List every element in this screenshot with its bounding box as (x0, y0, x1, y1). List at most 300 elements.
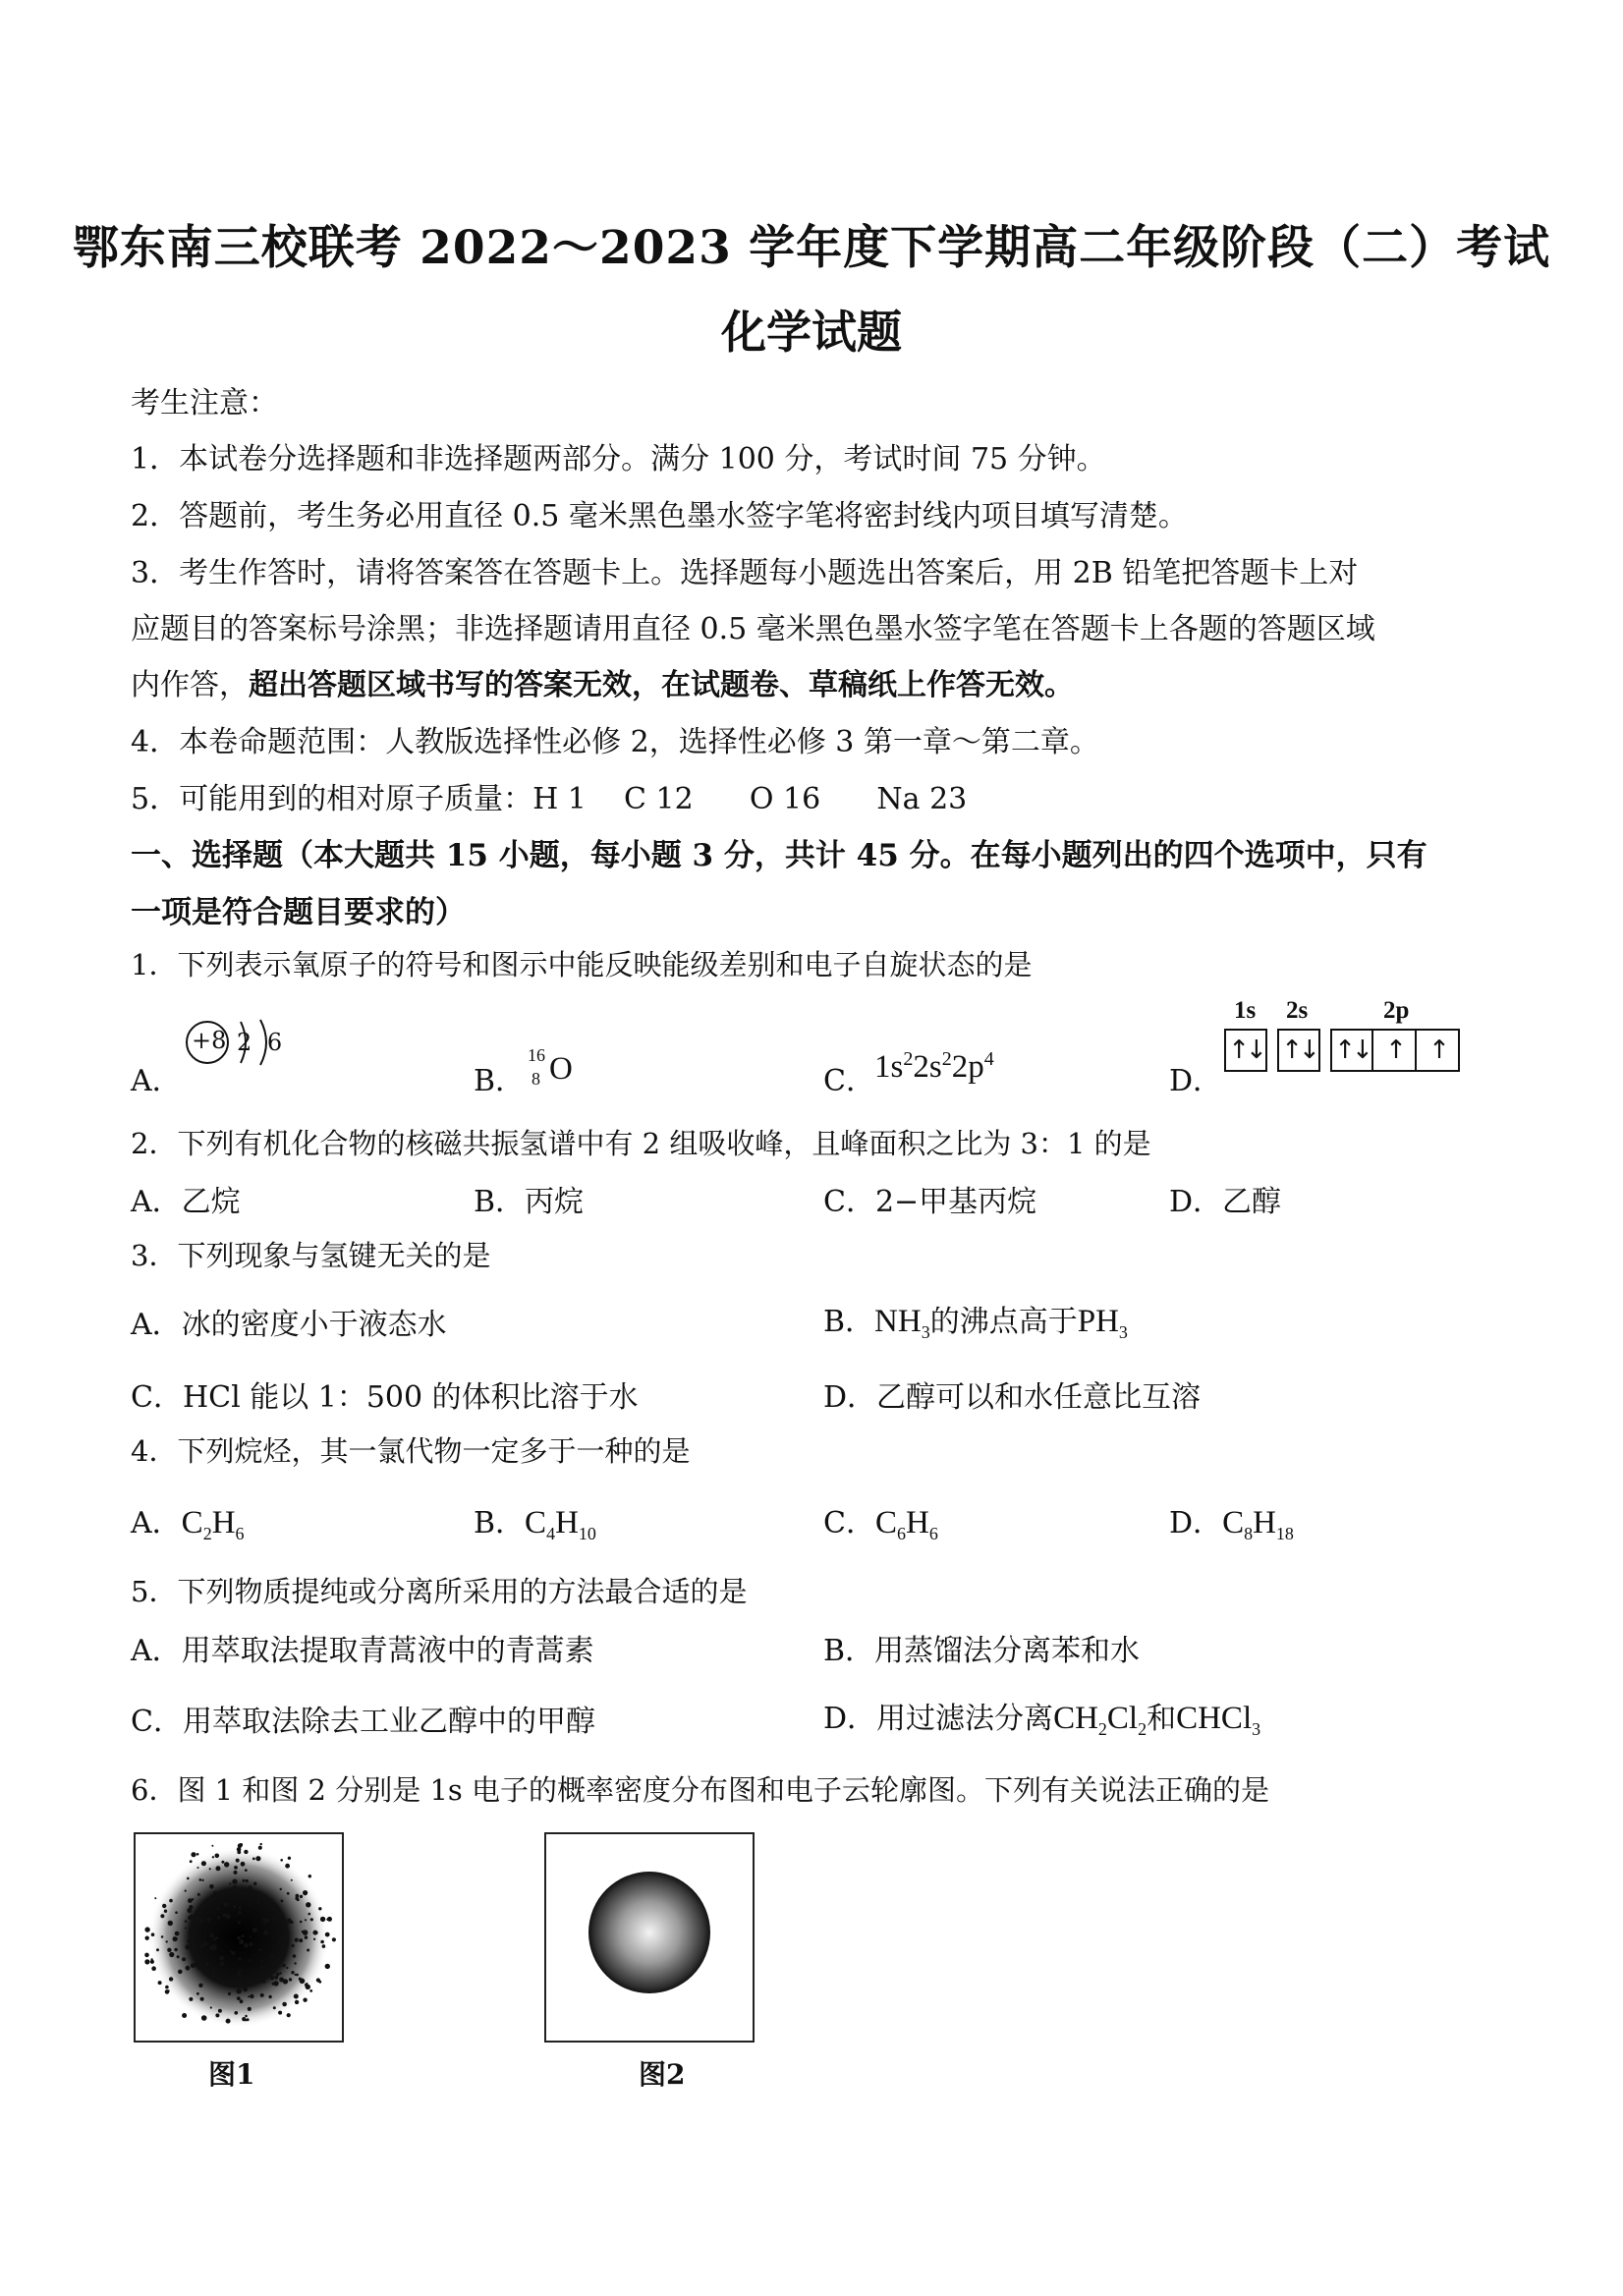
density-dot (173, 1936, 177, 1940)
density-dot (252, 1928, 257, 1932)
density-dot (191, 1914, 194, 1917)
density-dot (310, 1918, 313, 1921)
electron-configuration (874, 1049, 994, 1086)
notice-item-3-line-1: 3．考生作答时，请将答案答在答题卡上。选择题每小题选出答案后，用 2B 铅笔把答题卡上对 (131, 556, 1359, 590)
density-dot (235, 2012, 238, 2015)
density-dot (245, 1869, 248, 1872)
q4-d-h: H (1253, 1505, 1276, 1540)
density-dot (238, 1958, 241, 1961)
density-dot (212, 1856, 214, 1858)
density-dot (279, 1978, 284, 1983)
config-2p-electrons: 4 (983, 1048, 994, 1070)
density-dot (278, 1930, 280, 1932)
density-dot (151, 1932, 155, 1936)
density-dot (211, 1944, 217, 1950)
q3-b-text: 的沸点高于 (929, 1305, 1078, 1339)
density-dot (210, 2006, 212, 2008)
question-3-option-c: C．HCl 能以 1：500 的体积比溶于水 (131, 1380, 639, 1415)
density-dot (161, 1935, 164, 1938)
config-1s: 1s (874, 1049, 904, 1085)
density-dot (279, 1972, 281, 1974)
density-dot (288, 1857, 291, 1860)
density-dot (270, 1976, 274, 1980)
density-dot (268, 1995, 271, 1998)
question-6-stem: 6．图 1 和图 2 分别是 1s 电子的概率密度分布图和电子云轮廓图。下列有关说法正确的是 (131, 1773, 1269, 1807)
density-dot (276, 1973, 280, 1977)
density-dot (196, 1853, 199, 1856)
density-dot (164, 1910, 167, 1913)
atom-shell-electrons: 2 6 (237, 1029, 287, 1056)
q4-d-label: D． (1169, 1506, 1223, 1540)
density-dot (265, 1919, 270, 1924)
density-dot (272, 1969, 276, 1973)
density-dot (242, 2017, 246, 2021)
density-dot (282, 1964, 286, 1968)
density-dot (303, 1890, 308, 1895)
density-dot (295, 1938, 299, 1942)
density-dot (224, 1902, 229, 1907)
density-dot (239, 1906, 242, 1909)
atom-nucleus-label: +8 (192, 1027, 227, 1054)
density-dot (217, 1907, 220, 1910)
density-dot (237, 1973, 241, 1977)
density-dot (286, 1967, 288, 1969)
density-dot (287, 2013, 291, 2017)
density-dot (211, 1845, 213, 1847)
density-dot (293, 1954, 297, 1958)
density-dot (144, 1953, 149, 1958)
config-1s-electrons: 2 (903, 1048, 914, 1070)
density-dot (144, 1959, 149, 1964)
density-dot (275, 1959, 277, 1961)
q4-b-label: B． (474, 1506, 526, 1540)
q5-d-chcl: CHCl (1176, 1701, 1253, 1736)
question-2-option-b: B．丙烷 (474, 1185, 585, 1219)
isotope-mass-number: 16 (528, 1045, 545, 1065)
density-dot (238, 1911, 241, 1914)
density-dot (237, 1936, 241, 1940)
q4-c-h-sub: 6 (928, 1524, 938, 1543)
density-dot (281, 1900, 284, 1903)
density-dot (300, 1921, 303, 1924)
density-dot (245, 2015, 248, 2018)
q4-c-label: C． (823, 1506, 875, 1540)
density-dot (224, 1862, 229, 1867)
density-dot (300, 1895, 303, 1898)
density-dot (285, 1864, 290, 1869)
density-dot (234, 1866, 238, 1870)
formula-nh: NH (874, 1304, 922, 1339)
density-dot (230, 1950, 232, 1952)
density-dot (247, 2018, 250, 2021)
q4-c-c-sub: 6 (896, 1524, 906, 1543)
density-dot (210, 1933, 214, 1937)
q4-a-c-sub: 2 (202, 1524, 212, 1543)
density-dot (244, 1850, 248, 1854)
density-dot (305, 1919, 307, 1921)
question-1-option-b: B． (474, 1064, 526, 1098)
density-dot (325, 1932, 330, 1937)
question-4-option-d (1169, 1498, 1294, 1541)
q5-d-cl-sub: 2 (1138, 1719, 1147, 1739)
density-dot (162, 1904, 166, 1908)
question-3-option-b (823, 1297, 1128, 1340)
density-dot (309, 1989, 312, 1992)
question-4-option-a (131, 1498, 245, 1541)
section-heading-line-1: 一、选择题（本大题共 15 小题，每小题 3 分，共计 45 分。在每小题列出的四个选项中，只有 (131, 838, 1427, 873)
notice-item-3-text: 内作答， (131, 668, 249, 702)
density-dot (270, 1955, 274, 1959)
density-dot (205, 1962, 209, 1966)
density-dot (169, 1952, 174, 1957)
q4-a-h-sub: 6 (235, 1524, 245, 1543)
density-dot (326, 1918, 329, 1921)
density-dot (156, 1948, 159, 1951)
density-dot (260, 1993, 264, 1997)
density-dot (281, 1943, 284, 1946)
section-heading-line-2: 一项是符合题目要求的） (131, 895, 466, 930)
question-5-option-c: C．用萃取法除去工业乙醇中的甲醇 (131, 1705, 595, 1739)
density-dot (182, 1957, 186, 1961)
notice-item-3-line-2: 应题目的答案标号涂黑；非选择题请用直径 0.5 毫米黑色墨水签字笔在答题卡上各题的答题区域 (131, 612, 1375, 646)
q4-b-c: C (525, 1505, 547, 1540)
density-dot (187, 1908, 192, 1913)
figure-2-electron-cloud (544, 1832, 755, 2043)
density-dot (213, 1939, 215, 1941)
density-dot (201, 2015, 207, 2021)
question-4-option-b (474, 1498, 596, 1541)
density-dot (280, 1859, 283, 1862)
exam-title: 鄂东南三校联考 2022～2023 学年度下学期高二年级阶段（二）考试 (72, 221, 1551, 275)
figure-1-caption: 图1 (208, 2058, 255, 2091)
q5-d-chcl-sub: 3 (1252, 1719, 1261, 1739)
density-dot (200, 1997, 204, 2001)
density-dot (197, 1867, 199, 1869)
density-dot (175, 1932, 180, 1936)
density-dot (282, 2002, 287, 2007)
orbital-box-2p-1: ↑↓ (1330, 1029, 1373, 1072)
q4-d-h-sub: 18 (1275, 1524, 1294, 1543)
density-dot (278, 2011, 282, 2015)
density-dot (186, 1966, 191, 1971)
density-dot (228, 1992, 231, 1995)
orbital-box-2p-3: ↑ (1417, 1029, 1460, 1072)
subject-title: 化学试题 (721, 306, 902, 359)
density-dot (287, 1919, 292, 1924)
question-2-option-d: D．乙醇 (1169, 1185, 1282, 1219)
question-4-option-c (823, 1498, 938, 1541)
density-dot (291, 1971, 294, 1974)
question-3-option-a: A．冰的密度小于液态水 (131, 1308, 447, 1342)
density-dot (295, 2000, 299, 2004)
density-dot (169, 1899, 173, 1903)
orbital-box-2p-2: ↑ (1373, 1029, 1417, 1072)
config-2s: 2s (913, 1049, 942, 1085)
density-dot (243, 1879, 246, 1882)
config-2s-electrons: 2 (941, 1048, 952, 1070)
density-dot (201, 1861, 206, 1866)
density-dot (291, 1879, 293, 1881)
density-dot (246, 1879, 249, 1882)
notice-item-2: 2．答题前，考生务必用直径 0.5 毫米黑色墨水签字笔将密封线内项目填写清楚。 (131, 499, 1188, 533)
density-dot (289, 1978, 292, 1981)
density-dot (165, 1989, 170, 1994)
q3-b-prefix: B． (823, 1305, 875, 1339)
orbital-diagram (1224, 997, 1470, 1076)
density-dot (269, 1904, 272, 1907)
density-dot (300, 1979, 306, 1985)
density-dot (307, 1949, 309, 1952)
q4-d-c-sub: 8 (1244, 1524, 1254, 1543)
density-dot (297, 1898, 300, 1901)
density-dot (225, 1914, 230, 1919)
density-dot (190, 1860, 193, 1863)
density-dot (287, 1892, 290, 1895)
density-dot (277, 1906, 279, 1908)
density-dot (303, 1930, 308, 1935)
density-dot (175, 1911, 178, 1914)
notice-item-3-line-3 (131, 660, 1074, 703)
density-dot (185, 1890, 187, 1892)
density-dot (303, 1998, 307, 2002)
density-dot (305, 1935, 308, 1939)
density-dot (238, 1970, 241, 1973)
density-dot (187, 1877, 190, 1880)
notice-item-4: 4．本卷命题范围：人教版选择性必修 2，选择性必修 3 第一章～第二章。 (131, 725, 1099, 759)
orbital-label-1s: 1s (1234, 997, 1257, 1024)
q5-d-and: 和 (1147, 1702, 1177, 1736)
density-dot (296, 1894, 300, 1898)
density-dot (261, 1959, 264, 1962)
orbital-box-1s: ↑↓ (1224, 1029, 1267, 1072)
density-dot (249, 1959, 252, 1962)
orbital-box-2s: ↑↓ (1277, 1029, 1320, 1072)
density-dot (218, 2009, 222, 2013)
density-dot (220, 1962, 224, 1966)
density-dot (212, 1971, 215, 1974)
density-dot (272, 1918, 275, 1921)
density-dot (282, 1935, 287, 1940)
density-dot (241, 1934, 244, 1937)
config-2p: 2p (951, 1049, 984, 1085)
q4-b-h-sub: 10 (578, 1524, 596, 1543)
question-3-stem: 3．下列现象与氢键无关的是 (131, 1239, 491, 1272)
density-dot (258, 1846, 262, 1850)
density-dot (236, 1859, 240, 1863)
density-dot (220, 1901, 223, 1904)
density-dot (313, 1938, 315, 1940)
density-dot (220, 1980, 224, 1984)
density-dot (308, 1913, 311, 1916)
orbital-label-2s: 2s (1286, 997, 1309, 1024)
density-dot (185, 1920, 188, 1923)
density-dot (209, 1868, 211, 1870)
density-dot (160, 1914, 164, 1918)
formula-nh-sub: 3 (921, 1322, 930, 1342)
density-dot (144, 1927, 149, 1932)
density-dot (209, 1884, 214, 1889)
density-dot (215, 1854, 220, 1859)
density-dot (248, 1995, 250, 1997)
density-dot (256, 1900, 259, 1903)
density-dot (250, 1936, 252, 1938)
density-dot (294, 1962, 296, 1964)
density-dot (174, 1948, 177, 1951)
notice-item-3-emphasis: 超出答题区域书写的答案无效，在试题卷、草稿纸上作答无效。 (249, 668, 1074, 702)
formula-ph-sub: 3 (1118, 1322, 1128, 1342)
question-1-stem: 1．下列表示氧原子的符号和图示中能反映能级差别和电子自旋状态的是 (131, 948, 1033, 981)
density-dot (154, 1897, 156, 1899)
atom-structure-diagram (182, 1012, 290, 1073)
question-3-option-d: D．乙醇可以和水任意比互溶 (823, 1380, 1202, 1415)
density-dot (232, 1879, 237, 1884)
notice-item-1: 1．本试卷分选择题和非选择题两部分。满分 100 分，考试时间 75 分钟。 (131, 442, 1106, 476)
density-dot (239, 1939, 244, 1944)
isotope-symbol (524, 1047, 592, 1096)
density-dot (323, 1944, 325, 1946)
density-dot (151, 1966, 156, 1971)
density-dot (196, 1965, 200, 1969)
density-dot (166, 1940, 168, 1942)
density-dot (240, 1892, 243, 1895)
isotope-atomic-number: 8 (532, 1069, 540, 1089)
question-5-option-a: A．用萃取法提取青蒿液中的青蒿素 (131, 1634, 594, 1668)
q5-d-text: D．用过滤法分离 (823, 1702, 1054, 1736)
density-dot (185, 1944, 190, 1949)
q5-d-ch-sub: 2 (1097, 1719, 1107, 1739)
q4-a-label: A． (131, 1506, 182, 1540)
density-dot (210, 1974, 215, 1979)
density-dot (248, 1885, 252, 1889)
q4-c-c: C (874, 1505, 897, 1540)
density-dot (294, 1994, 299, 1999)
density-dot (236, 1988, 241, 1993)
density-dot (306, 1985, 310, 1989)
density-dot (158, 1981, 162, 1985)
density-dot (272, 1983, 275, 1986)
density-dot (197, 1893, 200, 1896)
question-1-option-c: C． (823, 1064, 875, 1098)
density-dot (260, 1843, 262, 1845)
density-dot (217, 1916, 220, 1919)
density-dot (168, 1921, 173, 1926)
notice-heading: 考生注意： (131, 386, 278, 420)
density-dot (233, 1905, 237, 1909)
density-dot (299, 1938, 303, 1942)
density-dot (263, 1966, 265, 1968)
density-dot (182, 2013, 187, 2018)
density-dot (150, 1958, 152, 1960)
density-dot (206, 1918, 211, 1923)
q4-a-h: H (211, 1505, 236, 1540)
density-dot (191, 1852, 196, 1857)
density-dot (262, 1980, 266, 1984)
density-dot (198, 1984, 202, 1988)
density-dot (215, 2013, 219, 2017)
density-dot (274, 1976, 278, 1980)
density-dot (244, 1943, 249, 1948)
density-dot (244, 1988, 247, 1991)
density-dot (178, 1970, 183, 1975)
density-dot (229, 1882, 231, 1884)
density-dot (189, 1997, 193, 2001)
density-dot (240, 1999, 244, 2003)
density-dot (169, 1977, 173, 1981)
density-dot (325, 1964, 330, 1969)
density-dot (238, 1843, 243, 1848)
density-dot (248, 2007, 252, 2011)
formula-ph: PH (1077, 1304, 1119, 1339)
q4-b-h: H (555, 1505, 579, 1540)
density-dot (177, 1955, 180, 1958)
question-2-option-a: A．乙烷 (131, 1185, 241, 1219)
density-dot (221, 1861, 224, 1864)
question-5-option-b: B．用蒸馏法分离苯和水 (823, 1634, 1141, 1668)
density-dot (278, 1940, 281, 1943)
density-dot (216, 1866, 221, 1871)
density-dot (318, 1981, 321, 1984)
density-dot (237, 1982, 242, 1987)
density-dot (273, 2006, 276, 2009)
density-dot (306, 1902, 310, 1907)
density-dot (255, 1856, 260, 1861)
density-dot (318, 1907, 321, 1910)
density-dot (263, 1931, 268, 1935)
density-dot (187, 1940, 189, 1942)
density-dot (249, 1903, 251, 1905)
orbital-label-2p: 2p (1383, 997, 1410, 1024)
figure-2-caption: 图2 (639, 2058, 686, 2091)
density-dot (287, 1932, 289, 1933)
density-dot (332, 1937, 336, 1941)
density-dot (292, 1944, 295, 1947)
density-dot (198, 1919, 203, 1924)
density-dot (252, 1858, 255, 1861)
q4-d-c: C (1222, 1505, 1245, 1540)
density-dot (167, 1948, 171, 1952)
density-dot (165, 1986, 169, 1989)
figure-1-probability-density (134, 1832, 344, 2043)
density-dot (226, 2019, 231, 2024)
density-dot (308, 1875, 311, 1877)
question-1-option-d: D． (1169, 1064, 1223, 1098)
density-dot (199, 1944, 203, 1948)
density-dot (237, 1996, 241, 2000)
density-dot (320, 1940, 324, 1944)
density-dot (295, 1974, 297, 1976)
density-dot (219, 1955, 224, 1960)
question-5-stem: 5．下列物质提纯或分离所采用的方法最合适的是 (131, 1575, 748, 1608)
density-dot (283, 1952, 287, 1956)
density-dot (250, 1994, 253, 1998)
density-dot (241, 1862, 246, 1867)
density-dot (185, 1928, 187, 1930)
density-dot (249, 1942, 252, 1946)
density-dot (253, 1882, 256, 1885)
density-dot (259, 1948, 262, 1951)
question-2-option-c: C．2−甲基丙烷 (823, 1185, 1037, 1219)
density-dot (238, 1921, 241, 1924)
density-dot (201, 1879, 203, 1881)
density-dot (260, 1965, 263, 1968)
q4-c-h: H (905, 1505, 929, 1540)
density-dot (242, 1984, 245, 1987)
density-dot (280, 1888, 282, 1890)
density-dot (234, 1871, 238, 1875)
isotope-element-symbol: O (549, 1051, 573, 1087)
density-dot (320, 1917, 325, 1922)
density-dot (203, 1941, 208, 1946)
